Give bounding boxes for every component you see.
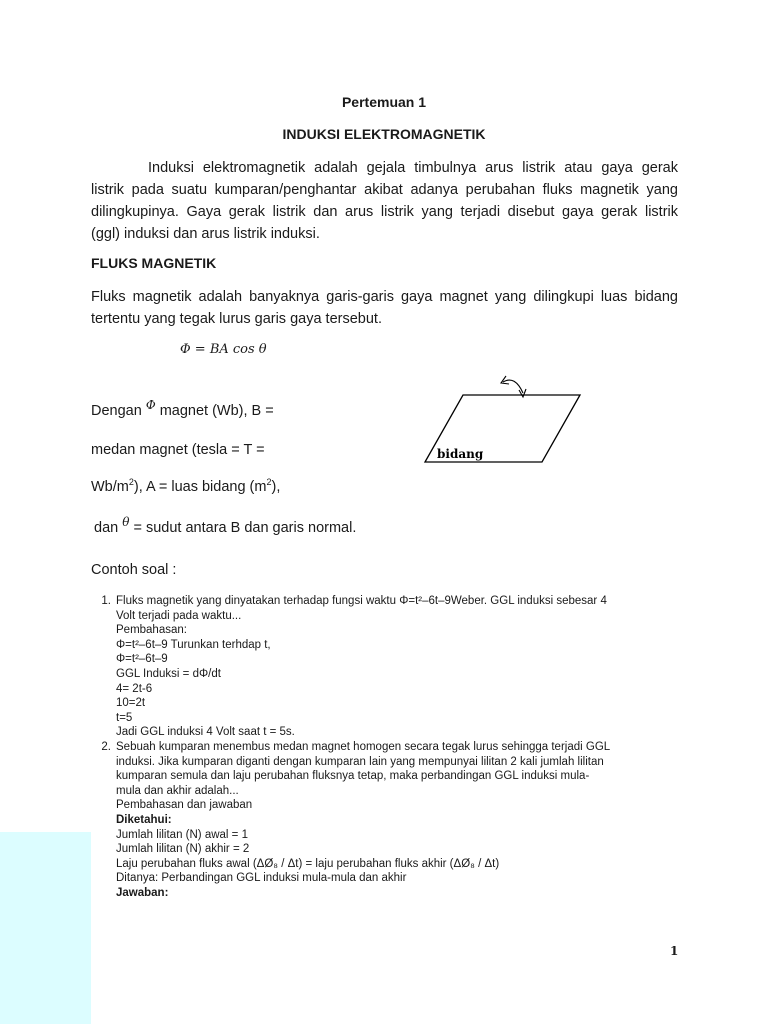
intro-line-1: Induksi elektromagnetik adalah gejala timbulnya arus listrik atau gaya gerak [148, 160, 678, 176]
angle-text: = sudut antara B dan garis normal. [129, 520, 357, 536]
area-close: ), [271, 478, 281, 495]
bidang-label: bidang [437, 447, 484, 461]
plane-diagram [415, 370, 590, 470]
intro-paragraph [91, 157, 678, 245]
intro-line-4: (ggl) induksi dan arus listrik induksi. [91, 226, 320, 242]
dengan-line-4 [94, 515, 356, 536]
item-2-line: Jumlah lilitan (N) akhir = 2 [116, 843, 250, 856]
definition-line-2: tertentu yang tegak lurus garis gaya tersebut. [91, 311, 382, 327]
dan-text: dan [94, 520, 123, 536]
item-2-line: Diketahui: [116, 813, 172, 826]
intro-line-2: listrik pada suatu kumparan/penghantar akibat adanya perubahan fluks magnetik yang [91, 182, 678, 198]
item-2-line: kumparan semula dan laju perubahan fluksnya tetap, maka perbandingan GGL induksi mula- [116, 770, 590, 783]
phi-symbol: Φ [145, 398, 156, 412]
item-2-line: Ditanya: Perbandingan GGL induksi mula-mula dan akhir [116, 872, 407, 885]
item-1-line: Volt terjadi pada waktu... [116, 609, 242, 622]
list-item-2 [91, 740, 610, 901]
document-title: INDUKSI ELEKTROMAGNETIK [282, 126, 486, 142]
item-1-line: Pembahasan: [116, 624, 187, 637]
dengan-line-1 [91, 398, 274, 419]
item-2-line: Sebuah kumparan menembus medan magnet homogen secara tegak lurus sehingga terjadi GGL [116, 740, 611, 753]
item-2-line: Laju perubahan fluks awal (ΔØ₈ / Δt) = laju perubahan fluks akhir (ΔØ₈ / Δt) [116, 857, 500, 870]
item-1-line: 10=2t [116, 697, 146, 710]
item-2-line: Pembahasan dan jawaban [116, 799, 253, 812]
item-2-line: Jumlah lilitan (N) awal = 1 [116, 828, 248, 841]
contoh-title: Contoh soal : [91, 562, 177, 578]
item-1-line: Jadi GGL induksi 4 Volt saat t = 5s. [116, 726, 295, 739]
page-number: 1 [670, 944, 679, 958]
area-sup: 2 [266, 477, 272, 487]
dengan-line-3 [91, 477, 280, 495]
dengan-rest: magnet (Wb), B = [155, 403, 274, 419]
definition-paragraph [91, 286, 678, 330]
item-1-number: 1. [101, 595, 111, 607]
example-list [91, 594, 610, 900]
item-2-line: induksi. Jika kumparan diganti dengan kumparan lain yang mempunyai lilitan 2 kali jumlah lilitan [116, 755, 604, 768]
item-1-line: GGL Induksi = dΦ/dt [116, 667, 221, 680]
section-title: FLUKS MAGNETIK [91, 255, 217, 271]
dengan-prefix: Dengan [91, 403, 146, 419]
dengan-line-2: medan magnet (tesla = T = [91, 442, 265, 458]
item-2-number: 2. [101, 740, 111, 753]
unit-sup: 2 [128, 477, 134, 487]
item-1-line: 4= 2t-6 [116, 682, 153, 695]
item-1-line: Fluks magnetik yang dinyatakan terhadap fungsi waktu Φ=t²–6t–9Weber. GGL induksi sebesar 4 [116, 595, 607, 607]
definition-line-1: Fluks magnetik adalah banyaknya garis-garis gaya magnet yang dilingkupi luas bidang [91, 289, 678, 305]
item-1-line: Φ=t²–6t–9 [116, 653, 168, 666]
page-heading: Pertemuan 1 [341, 94, 427, 110]
theta-symbol: θ [122, 515, 130, 529]
item-2-line: Jawaban: [116, 886, 169, 899]
unit-text: Wb/m [91, 478, 129, 495]
side-panel [0, 832, 91, 1024]
flux-formula: Φ = BA cos θ [180, 342, 267, 357]
item-2-line: mula dan akhir adalah... [116, 784, 239, 797]
list-item-1 [91, 594, 610, 740]
area-text: ), A = luas bidang (m [133, 478, 267, 495]
intro-line-3: dilingkupinya. Gaya gerak listrik dan arus listrik yang terjadi disebut gaya gerak listrik [91, 204, 678, 220]
item-1-line: Φ=t²–6t–9 Turunkan terhdap t, [116, 638, 271, 651]
item-1-line: t=5 [116, 711, 133, 724]
